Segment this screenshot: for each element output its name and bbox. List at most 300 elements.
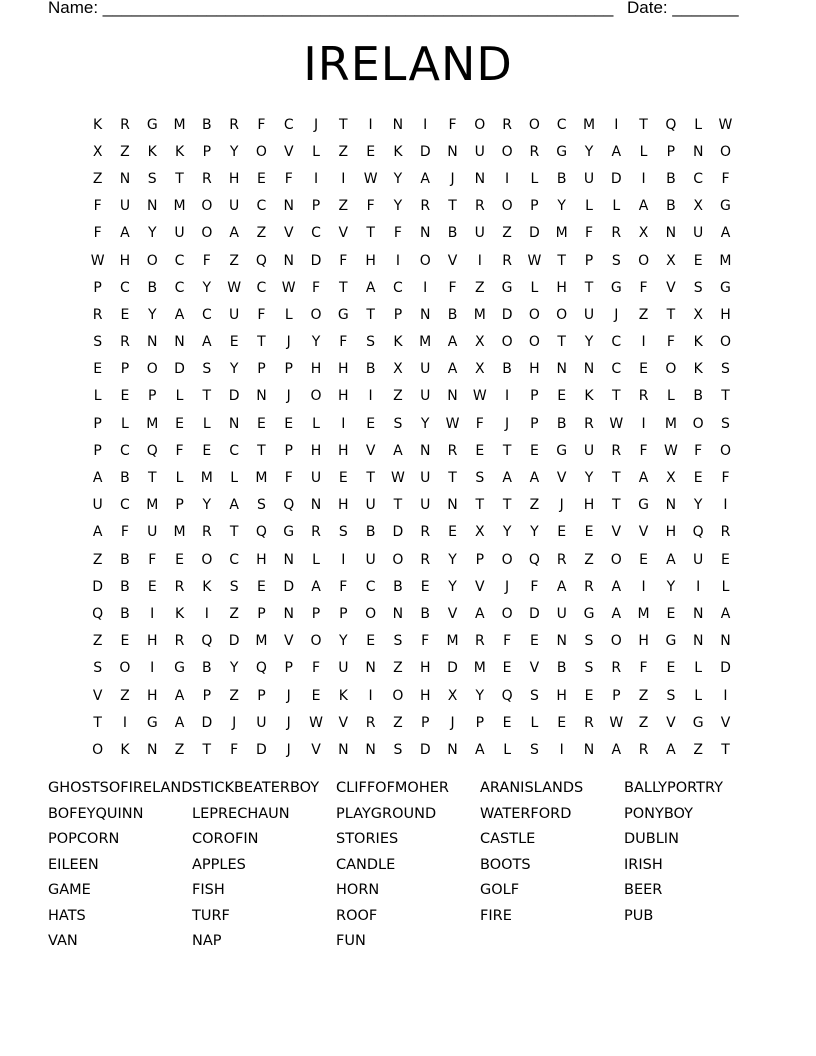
grid-cell: H bbox=[419, 660, 431, 677]
grid-cell: W bbox=[445, 415, 460, 432]
grid-cell: P bbox=[475, 551, 485, 568]
grid-cell: G bbox=[174, 660, 185, 677]
word-list-item: APPLES bbox=[192, 856, 246, 873]
grid-cell: T bbox=[612, 388, 621, 405]
grid-cell: O bbox=[365, 605, 377, 622]
grid-cell: E bbox=[584, 687, 594, 704]
grid-cell: I bbox=[641, 415, 646, 432]
grid-cell: A bbox=[174, 687, 185, 704]
grid-cell: X bbox=[447, 687, 458, 704]
grid-cell: I bbox=[150, 660, 155, 677]
grid-cell: I bbox=[477, 252, 482, 269]
grid-cell: V bbox=[338, 225, 349, 242]
grid-cell: A bbox=[638, 470, 649, 487]
grid-cell: P bbox=[584, 252, 594, 269]
grid-cell: D bbox=[501, 306, 513, 323]
grid-cell: W bbox=[663, 442, 678, 459]
grid-cell: N bbox=[692, 605, 704, 622]
grid-cell: F bbox=[257, 116, 266, 133]
grid-cell: Z bbox=[338, 198, 349, 215]
grid-cell: Y bbox=[147, 306, 157, 323]
grid-cell: H bbox=[583, 497, 595, 514]
grid-cell: N bbox=[692, 143, 704, 160]
grid-cell: R bbox=[420, 524, 431, 541]
grid-cell: N bbox=[556, 633, 567, 650]
grid-cell: Q bbox=[201, 633, 213, 650]
grid-cell: R bbox=[638, 741, 649, 758]
grid-cell: Q bbox=[146, 442, 158, 459]
grid-cell: Z bbox=[338, 143, 349, 160]
grid-cell: F bbox=[339, 334, 348, 351]
grid-cell: A bbox=[611, 578, 622, 595]
grid-cell: M bbox=[555, 225, 568, 242]
grid-cell: B bbox=[120, 470, 130, 487]
grid-cell: O bbox=[692, 415, 704, 432]
word-list-item: HATS bbox=[48, 907, 86, 924]
grid-cell: N bbox=[147, 198, 158, 215]
grid-cell: D bbox=[310, 252, 322, 269]
grid-cell: H bbox=[310, 361, 322, 378]
grid-cell: A bbox=[529, 470, 540, 487]
grid-cell: T bbox=[475, 497, 485, 514]
grid-cell: L bbox=[312, 415, 320, 432]
grid-cell: I bbox=[341, 551, 346, 568]
word-list-item: ROOF bbox=[336, 907, 378, 924]
grid-cell: C bbox=[120, 279, 130, 296]
grid-cell: T bbox=[448, 198, 457, 215]
grid-cell: O bbox=[556, 306, 568, 323]
word-list-item: GAME bbox=[48, 882, 91, 898]
grid-cell: J bbox=[505, 415, 510, 432]
grid-cell: L bbox=[530, 279, 539, 296]
grid-cell: S bbox=[147, 170, 157, 187]
grid-cell: N bbox=[692, 633, 704, 650]
grid-cell: V bbox=[283, 633, 294, 650]
grid-cell: O bbox=[528, 306, 540, 323]
grid-cell: G bbox=[146, 714, 158, 731]
grid-cell: B bbox=[120, 578, 130, 595]
grid-cell: K bbox=[338, 687, 348, 704]
grid-cell: P bbox=[257, 361, 266, 378]
grid-cell: E bbox=[584, 524, 594, 541]
grid-cell: Z bbox=[256, 225, 267, 242]
grid-cell: Q bbox=[255, 252, 267, 269]
grid-cell: T bbox=[502, 497, 512, 514]
grid-cell: I bbox=[204, 605, 209, 622]
grid-cell: M bbox=[173, 116, 186, 133]
grid-cell: I bbox=[368, 388, 373, 405]
grid-cell: E bbox=[666, 660, 676, 677]
grid-cell: H bbox=[529, 361, 540, 378]
grid-cell: K bbox=[393, 334, 403, 351]
grid-cell: C bbox=[256, 279, 267, 296]
grid-cell: I bbox=[423, 116, 428, 133]
grid-cell: O bbox=[501, 334, 513, 351]
grid-cell: S bbox=[584, 633, 594, 650]
grid-cell: G bbox=[720, 279, 731, 296]
grid-cell: F bbox=[448, 116, 457, 133]
grid-cell: L bbox=[694, 687, 703, 704]
grid-cell: A bbox=[174, 306, 185, 323]
grid-cell: I bbox=[341, 170, 346, 187]
grid-cell: F bbox=[311, 279, 321, 296]
grid-cell: G bbox=[638, 497, 650, 514]
grid-cell: D bbox=[392, 524, 404, 541]
grid-cell: O bbox=[392, 551, 404, 568]
grid-cell: R bbox=[420, 551, 431, 568]
grid-cell: E bbox=[693, 470, 703, 487]
grid-cell: O bbox=[719, 334, 731, 351]
grid-cell: Q bbox=[692, 524, 704, 541]
grid-cell: Q bbox=[283, 497, 295, 514]
grid-cell: N bbox=[665, 497, 677, 514]
grid-cell: X bbox=[666, 470, 676, 487]
grid-cell: I bbox=[368, 687, 373, 704]
grid-cell: D bbox=[201, 714, 213, 731]
grid-cell: W bbox=[609, 415, 624, 432]
grid-cell: O bbox=[92, 741, 104, 758]
grid-cell: V bbox=[283, 225, 294, 242]
grid-cell: F bbox=[666, 334, 675, 351]
grid-cell: T bbox=[557, 334, 566, 351]
grid-cell: P bbox=[93, 279, 102, 296]
grid-cell: R bbox=[365, 714, 376, 731]
grid-cell: G bbox=[665, 633, 677, 650]
grid-cell: T bbox=[721, 388, 730, 405]
grid-cell: I bbox=[723, 497, 728, 514]
grid-cell: Z bbox=[638, 306, 649, 323]
grid-cell: I bbox=[122, 714, 128, 731]
grid-cell: N bbox=[556, 361, 567, 378]
grid-cell: S bbox=[256, 497, 266, 514]
word-list-item: BEER bbox=[624, 882, 663, 898]
word-list-item: TURF bbox=[192, 907, 230, 924]
grid-cell: N bbox=[419, 306, 431, 323]
grid-cell: R bbox=[174, 633, 185, 650]
grid-cell: U bbox=[420, 497, 431, 514]
grid-cell: O bbox=[201, 551, 213, 568]
grid-cell: O bbox=[310, 633, 322, 650]
grid-cell: V bbox=[666, 279, 676, 296]
grid-cell: E bbox=[366, 415, 376, 432]
grid-cell: S bbox=[202, 361, 212, 378]
grid-cell: E bbox=[557, 388, 567, 405]
grid-cell: E bbox=[666, 605, 676, 622]
grid-cell: Y bbox=[393, 198, 403, 215]
grid-cell: H bbox=[365, 252, 376, 269]
grid-cell: E bbox=[448, 524, 457, 541]
grid-cell: S bbox=[666, 687, 676, 704]
grid-cell: T bbox=[257, 334, 266, 351]
grid-cell: W bbox=[527, 252, 542, 269]
grid-cell: K bbox=[174, 143, 185, 160]
grid-cell: O bbox=[501, 605, 513, 622]
grid-cell: H bbox=[556, 279, 567, 296]
grid-cell: L bbox=[202, 415, 211, 432]
grid-cell: I bbox=[423, 279, 428, 296]
grid-cell: Y bbox=[584, 143, 594, 160]
grid-cell: E bbox=[338, 470, 348, 487]
grid-cell: N bbox=[583, 361, 595, 378]
grid-cell: M bbox=[419, 334, 432, 351]
grid-cell: Y bbox=[584, 470, 594, 487]
grid-cell: T bbox=[366, 306, 375, 323]
grid-cell: Z bbox=[393, 714, 403, 731]
grid-cell: N bbox=[447, 143, 458, 160]
grid-cell: N bbox=[419, 442, 431, 459]
grid-cell: A bbox=[420, 170, 430, 187]
grid-cell: G bbox=[146, 116, 158, 133]
grid-cell: C bbox=[229, 442, 240, 459]
grid-cell: L bbox=[612, 198, 621, 215]
grid-cell: L bbox=[585, 198, 593, 215]
grid-cell: C bbox=[201, 306, 212, 323]
grid-cell: O bbox=[638, 252, 650, 269]
grid-cell: R bbox=[174, 578, 185, 595]
grid-cell: I bbox=[505, 388, 510, 405]
grid-cell: Y bbox=[502, 524, 512, 541]
grid-cell: H bbox=[146, 633, 158, 650]
grid-cell: N bbox=[283, 198, 294, 215]
grid-cell: E bbox=[120, 306, 130, 323]
grid-cell: A bbox=[720, 605, 731, 622]
grid-cell: T bbox=[175, 170, 184, 187]
grid-cell: V bbox=[447, 252, 458, 269]
grid-cell: V bbox=[283, 143, 294, 160]
grid-cell: Y bbox=[530, 524, 539, 541]
grid-cell: F bbox=[694, 442, 703, 459]
grid-cell: Z bbox=[529, 497, 540, 514]
grid-cell: N bbox=[119, 170, 131, 187]
grid-cell: K bbox=[584, 388, 594, 405]
grid-cell: A bbox=[556, 578, 567, 595]
word-list-item: BOFEYQUINN bbox=[48, 805, 144, 822]
grid-cell: F bbox=[421, 633, 430, 650]
grid-cell: N bbox=[474, 170, 486, 187]
grid-cell: P bbox=[612, 687, 621, 704]
grid-cell: A bbox=[365, 279, 376, 296]
grid-cell: Y bbox=[202, 279, 212, 296]
date-field: Date: _______ bbox=[627, 0, 739, 17]
grid-cell: Z bbox=[693, 741, 703, 758]
grid-cell: I bbox=[723, 687, 728, 704]
grid-cell: A bbox=[666, 551, 676, 568]
grid-cell: W bbox=[227, 279, 242, 296]
grid-cell: I bbox=[641, 170, 646, 187]
grid-cell: S bbox=[366, 334, 376, 351]
grid-cell: H bbox=[119, 252, 131, 269]
grid-cell: Z bbox=[638, 687, 649, 704]
grid-cell: Y bbox=[475, 687, 485, 704]
word-list-item: PONYBOY bbox=[624, 805, 694, 822]
grid-cell: C bbox=[229, 551, 240, 568]
grid-cell: U bbox=[474, 225, 485, 242]
word-list-item: CANDLE bbox=[336, 856, 396, 873]
grid-cell: O bbox=[501, 198, 513, 215]
grid-cell: H bbox=[419, 687, 431, 704]
grid-cell: B bbox=[120, 551, 130, 568]
grid-cell: B bbox=[556, 660, 567, 677]
grid-cell: F bbox=[393, 225, 402, 242]
grid-cell: U bbox=[229, 306, 240, 323]
grid-cell: P bbox=[93, 442, 102, 459]
grid-cell: M bbox=[146, 497, 159, 514]
word-list-item: DUBLIN bbox=[624, 831, 679, 847]
word-list-item: GHOSTSOFIRELAND bbox=[48, 780, 193, 796]
grid-cell: W bbox=[472, 388, 487, 405]
grid-cell: Q bbox=[255, 524, 267, 541]
grid-cell: N bbox=[365, 660, 376, 677]
grid-cell: R bbox=[201, 524, 212, 541]
grid-cell: P bbox=[148, 388, 157, 405]
grid-cell: N bbox=[147, 334, 158, 351]
word-list-item: HORN bbox=[336, 882, 380, 898]
grid-cell: G bbox=[692, 714, 704, 731]
grid-cell: M bbox=[255, 470, 268, 487]
grid-cell: J bbox=[505, 578, 510, 595]
grid-cell: M bbox=[255, 633, 268, 650]
grid-cell: T bbox=[721, 741, 730, 758]
grid-cell: B bbox=[147, 279, 158, 296]
grid-cell: I bbox=[641, 578, 646, 595]
grid-cell: A bbox=[229, 225, 239, 242]
grid-cell: F bbox=[584, 225, 594, 242]
grid-cell: R bbox=[229, 116, 239, 133]
grid-cell: U bbox=[365, 497, 376, 514]
grid-cell: J bbox=[232, 714, 237, 731]
grid-cell: H bbox=[256, 551, 267, 568]
grid-cell: B bbox=[447, 225, 458, 242]
grid-cell: Y bbox=[420, 415, 430, 432]
word-list-item: FUN bbox=[336, 933, 366, 949]
grid-cell: G bbox=[610, 279, 622, 296]
grid-cell: N bbox=[283, 551, 294, 568]
grid-cell: V bbox=[666, 714, 676, 731]
grid-cell: F bbox=[721, 470, 730, 487]
word-list-item: WATERFORD bbox=[480, 805, 572, 822]
grid-cell: F bbox=[639, 660, 648, 677]
grid-cell: H bbox=[556, 687, 567, 704]
grid-cell: R bbox=[638, 388, 649, 405]
grid-cell: E bbox=[529, 442, 539, 459]
grid-cell: P bbox=[284, 442, 293, 459]
grid-cell: U bbox=[583, 306, 595, 323]
grid-cell: R bbox=[584, 714, 594, 731]
grid-cell: R bbox=[502, 252, 512, 269]
grid-cell: L bbox=[312, 551, 320, 568]
word-list-item: EILEEN bbox=[48, 856, 99, 873]
grid-cell: D bbox=[529, 225, 540, 242]
grid-cell: L bbox=[530, 714, 539, 731]
grid-cell: O bbox=[201, 198, 213, 215]
grid-cell: N bbox=[310, 497, 322, 514]
grid-cell: A bbox=[120, 225, 130, 242]
grid-cell: Z bbox=[92, 633, 103, 650]
grid-cell: Y bbox=[311, 334, 321, 351]
grid-cell: R bbox=[529, 143, 540, 160]
grid-cell: U bbox=[229, 198, 240, 215]
grid-cell: H bbox=[720, 306, 731, 323]
grid-cell: F bbox=[503, 633, 512, 650]
grid-cell: B bbox=[666, 198, 676, 215]
grid-cell: V bbox=[365, 442, 376, 459]
grid-cell: L bbox=[175, 470, 184, 487]
grid-cell: X bbox=[475, 361, 485, 378]
grid-cell: E bbox=[366, 633, 376, 650]
grid-cell: X bbox=[92, 143, 103, 160]
grid-cell: U bbox=[556, 605, 567, 622]
grid-cell: E bbox=[420, 578, 430, 595]
grid-cell: B bbox=[120, 605, 130, 622]
grid-cell: S bbox=[584, 660, 594, 677]
grid-cell: Z bbox=[229, 252, 239, 269]
word-list-item: LEPRECHAUN bbox=[192, 805, 290, 822]
grid-cell: C bbox=[311, 225, 321, 242]
grid-cell: S bbox=[338, 524, 348, 541]
grid-cell: X bbox=[666, 252, 676, 269]
grid-cell: T bbox=[612, 497, 621, 514]
grid-cell: A bbox=[666, 741, 676, 758]
grid-cell: R bbox=[611, 442, 622, 459]
grid-cell: Z bbox=[120, 143, 130, 160]
grid-cell: S bbox=[693, 279, 703, 296]
grid-cell: I bbox=[368, 116, 373, 133]
grid-cell: A bbox=[447, 361, 458, 378]
grid-cell: V bbox=[556, 470, 567, 487]
grid-cell: R bbox=[584, 578, 594, 595]
word-list-item: COROFIN bbox=[192, 831, 259, 847]
grid-cell: J bbox=[286, 741, 291, 758]
grid-cell: D bbox=[529, 605, 540, 622]
grid-cell: S bbox=[475, 470, 485, 487]
grid-cell: U bbox=[583, 170, 595, 187]
grid-cell: V bbox=[720, 714, 731, 731]
grid-cell: M bbox=[719, 252, 732, 269]
grid-cell: Y bbox=[202, 497, 212, 514]
grid-cell: B bbox=[447, 306, 458, 323]
grid-cell: T bbox=[366, 470, 375, 487]
grid-cell: A bbox=[447, 334, 458, 351]
grid-cell: F bbox=[311, 660, 321, 677]
grid-cell: Y bbox=[147, 225, 157, 242]
grid-cell: G bbox=[283, 524, 295, 541]
grid-cell: C bbox=[556, 116, 567, 133]
name-field: Name: ______________________________________________________ bbox=[48, 0, 614, 17]
grid-cell: F bbox=[93, 198, 102, 215]
grid-cell: N bbox=[447, 388, 458, 405]
grid-cell: N bbox=[283, 605, 294, 622]
grid-cell: K bbox=[693, 361, 703, 378]
grid-cell: U bbox=[256, 714, 267, 731]
grid-cell: S bbox=[229, 578, 239, 595]
grid-cell: Y bbox=[229, 143, 239, 160]
grid-cell: E bbox=[257, 578, 266, 595]
grid-cell: G bbox=[337, 306, 349, 323]
grid-cell: Q bbox=[255, 660, 267, 677]
word-list-item: PUB bbox=[624, 907, 654, 924]
grid-cell: L bbox=[639, 143, 648, 160]
grid-cell: P bbox=[257, 605, 266, 622]
grid-cell: A bbox=[202, 334, 212, 351]
grid-cell: D bbox=[610, 170, 622, 187]
grid-cell: F bbox=[202, 252, 211, 269]
grid-cell: Y bbox=[448, 578, 457, 595]
grid-cell: F bbox=[475, 415, 484, 432]
grid-cell: D bbox=[419, 741, 431, 758]
grid-cell: B bbox=[666, 170, 676, 187]
grid-cell: C bbox=[611, 334, 622, 351]
grid-cell: N bbox=[174, 334, 185, 351]
